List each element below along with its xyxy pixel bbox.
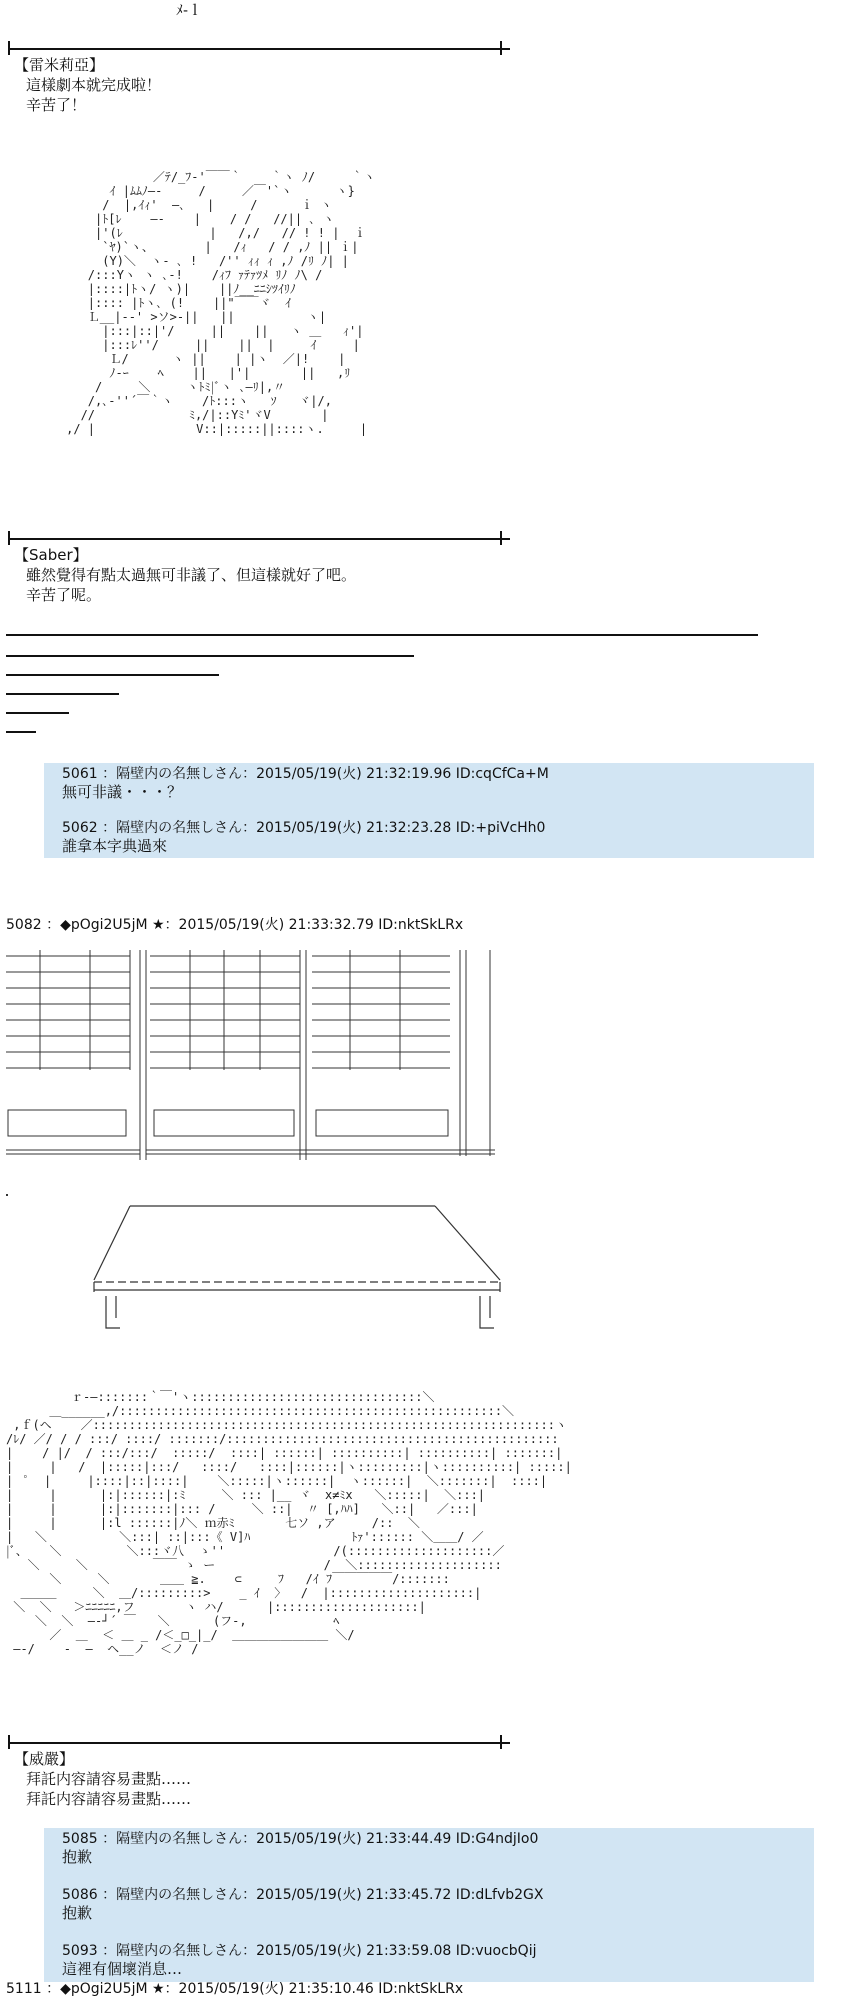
reply-body: 抱歉 bbox=[62, 1904, 93, 1922]
divider-tick bbox=[500, 41, 502, 55]
dialogue-line: 拜託内容請容易畫點…… bbox=[26, 1790, 192, 1808]
bookshelf-drawing bbox=[0, 950, 500, 1165]
end-line bbox=[6, 634, 758, 636]
end-line bbox=[6, 674, 219, 676]
reply-meta: 5086 ：隔壁内の名無しさん：2015/05/19(火) 21:33:45.72 ID:dLfvb2GX bbox=[62, 1887, 544, 1903]
top-fragment: ﾒ-ｌ bbox=[176, 3, 203, 19]
stray-mark bbox=[6, 1194, 8, 1196]
reply-body: 無可非議・・・？ bbox=[62, 783, 183, 801]
ascii-art-character: ／ﾃ/_ﾌ‐'￣￣｀ ｀ヽ ﾉ/ ｀ヽ ｲ |ﾑﾑﾉ―‐ / ／￣'`ヽ ヽ} / |,ｲｨ' ―､ | / ｉ ヽ |ﾄ[ﾚ ―‐ | / / //|| ､ ヽ |'(ﾚ | /,/ // ! ! | ｉ `ﾔ)`ヽ、 | /ｨ / / ,ﾉ || ｉ| (Y)＼ ヽ- ､ ! /'' ｨｨ ｨ ,ﾉ /ﾘ ﾉ| | /:::Yヽ ヽ ､-! /ｨﾌ ｧﾃｧﾂﾒ ﾘﾉ ﾉ\ / |::::|ﾄヽ/ ヽ)| ||ﾉ__ﾆﾆｼﾂｲﾘﾉ |:::: |ﾄヽ､ (! ||"￣￣ヾ ｲ Ｌ__|--' >ソ>-|| || ヽ| |:::|::|'/ || || ヽ ＿ ｨ'| |:::ﾚ''/ || || | ｲ | Ｌ/ ヽ || | |ヽ ／|! | ﾉ-ｰ ﾍ || |'| || ,ﾘ / ＼ ヽﾄﾐ|ﾞヽ ､―ﾘ|,〃 /,､-''´￣｀ヽ /ﾄ:::ヽ ｿ ヾ|/, // ﾐ,/|::Yﾐ'ヾV | ,/ | V::|:::::||::::ヽ. | bbox=[66, 170, 376, 436]
end-line bbox=[6, 693, 119, 695]
dialogue-line: 雖然覺得有點太過無可非議了、但這樣就好了吧。 bbox=[26, 566, 357, 584]
divider-tick bbox=[500, 531, 502, 545]
speaker-name: 【雷米莉亞】 bbox=[14, 56, 105, 74]
end-line bbox=[6, 655, 414, 657]
dialogue-line: 這樣劇本就完成啦！ bbox=[26, 76, 162, 94]
divider-tick bbox=[8, 41, 10, 55]
reply-meta: 5085 ：隔壁内の名無しさん：2015/05/19(火) 21:33:44.49 ID:G4ndjIo0 bbox=[62, 1831, 539, 1847]
ascii-art-crowd: ｒ‐―:::::::｀￣'ヽ::::::::::::::::::::::::::::::::＼ ＿______,/:::::::::::::::::::::::::::::::::::::::::::::::::::::＼ ,ｆ(ヘ ／::::::::::::::::::::::::::::::::::::::::::::::::::::::::::::::::ヽ /ﾚ/ ／/ / / :::/ ::::/ :::::::/:::::::::::::::::::::::::::::::::::::::::::::: | / |/ / :::/:::/ :::::/ ::::| ::::::| ::::::::::| ::::::::::| :::::::| | | / |:::::|:::/ ::::/ ::::|::::::|ヽ:::::::::|ヽ::::::::::| :::::| | ﾟ | |::::|::|::::| ＼:::::|ヽ::::::| ヽ::::::| ＼:::::::| ::::| | | |:|::::::|:ﾐ ＼ ::: |__ ヾ x≠ﾐx ＼:::::| ＼:::| | | |:|:::::::|::: / ＼ ::| 〃 [,ﾊﾊ] ＼::| ／:::| | | |:l ::::::|ﾉ＼ ｍ赤ﾐ 七ソ ,ア /:: ＼ | ＼ ＼:::| ::|:::《 V]ﾊ ﾄｧ':::::: ＼＿＿/ ／ |ﾞ、 ＼ ＼:::ヾ八 ゝ'' /(::::::::::::::::::::／ ＼ ＼ ￣￣ ゝ ー / ＼:::::::::::::::::::: ＼ ＼ ＿＿ ≧. ⊂ ﾌ /ｲ ﾌ￣￣￣￣￣/::::::: ＿＿＿ ＼ ＿/:::::::::> _ ｲ 〉 / |::::::::::::::::::::| ＼ ＼ ＞ﾆﾆﾆﾆﾆ,フ ヽ ハ/ |::::::::::::::::::::| ＼ ＼ ―‐┘´ ￣ ＼ (フ-, ﾍ ／ ＿ ＜ ＿ _ /＜_□_|_/ ＿＿＿＿＿＿＿＿ ＼/ ―‐/ ‐ ― ヘ__ノ ＜ノ / bbox=[6, 1390, 572, 1656]
reply-body: 誰拿本字典過來 bbox=[62, 837, 168, 855]
divider bbox=[8, 1742, 510, 1744]
divider bbox=[8, 538, 510, 540]
post-header-visible: 5111 ：◆pOgi2U5jM ★：2015/05/19(火) 21:35:10.46 ID:nktSkLRx bbox=[6, 1981, 464, 1997]
reply-body: 這裡有個壞消息… bbox=[62, 1960, 183, 1978]
speaker-name: 【威嚴】 bbox=[14, 1750, 75, 1768]
table-drawing bbox=[80, 1200, 510, 1340]
table-art bbox=[80, 1200, 510, 1340]
end-line bbox=[6, 731, 36, 733]
reply-body: 抱歉 bbox=[62, 1848, 93, 1866]
divider-tick bbox=[8, 1735, 10, 1749]
dialogue-line: 辛苦了！ bbox=[26, 96, 87, 114]
divider bbox=[8, 48, 510, 50]
reply-quote-block bbox=[44, 763, 814, 858]
reply-meta: 5061 ：隔壁内の名無しさん：2015/05/19(火) 21:32:19.96 ID:cqCfCa+M bbox=[62, 766, 549, 782]
reply-meta: 5062 ：隔壁内の名無しさん：2015/05/19(火) 21:32:23.28 ID:+piVcHh0 bbox=[62, 820, 546, 836]
dialogue-line: 拜託内容請容易畫點…… bbox=[26, 1770, 192, 1788]
reply-meta: 5093 ：隔壁内の名無しさん：2015/05/19(火) 21:33:59.08 ID:vuocbQij bbox=[62, 1943, 537, 1959]
divider-tick bbox=[8, 531, 10, 545]
reply-quote-block bbox=[44, 1828, 814, 1982]
post-header: 5082 ：◆pOgi2U5jM ★：2015/05/19(火) 21:33:32.79 ID:nktSkLRx bbox=[6, 917, 464, 933]
bookshelf-art bbox=[0, 950, 500, 1165]
dialogue-line: 辛苦了呢。 bbox=[26, 586, 102, 604]
speaker-name: 【Saber】 bbox=[14, 546, 88, 564]
divider-tick bbox=[500, 1735, 502, 1749]
end-line bbox=[6, 712, 69, 714]
